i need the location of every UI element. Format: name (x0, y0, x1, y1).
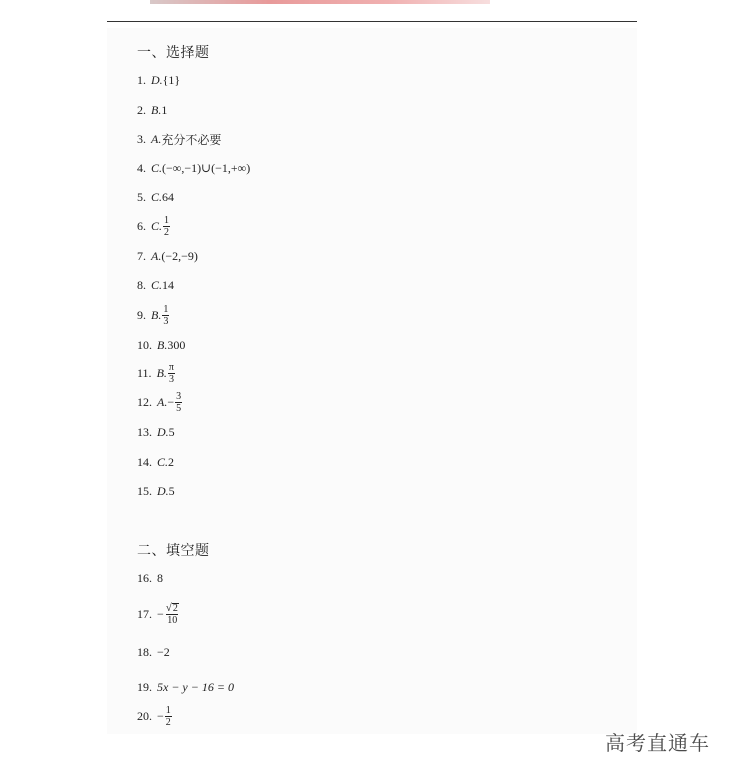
answer-item-7: 7. A. (−2,−9) (137, 248, 198, 263)
section-title-choice: 一、选择题 (137, 46, 210, 61)
answer-item-16: 16. 8 (137, 570, 163, 585)
header-title-fragment (150, 0, 490, 4)
answer-item-1: 1. D. {1} (137, 72, 181, 87)
answer-item-8: 8. C. 14 (137, 277, 175, 292)
fraction: $\frac{1}{2}$ (165, 704, 171, 728)
fraction: $\frac{1}{3}$ (163, 303, 169, 327)
answer-item-19: 19. 5x − y − 16 = 0 (137, 679, 234, 694)
header-rule (107, 21, 637, 22)
answer-item-15: 15. D. 5 (137, 483, 175, 498)
answer-item-12: 12. A. − $\frac{3}{5}$ (137, 390, 182, 414)
fraction: √ 2 10 (165, 601, 178, 626)
section-title-fill: 二、填空题 (137, 544, 210, 559)
answer-item-10: 10. B. 300 (137, 337, 186, 352)
radical-sign-icon: √ (165, 601, 172, 614)
answer-item-11: 11. B. $\frac{\pi}{3}$ (137, 361, 174, 385)
answer-item-9: 9. B. $\frac{1}{3}$ (137, 303, 169, 327)
answer-item-13: 13. D. 5 (137, 424, 175, 439)
answer-item-4: 4. C. (−∞,−1)∪(−1,+∞) (137, 160, 251, 175)
answer-item-3: 3. A. 充分不必要 (137, 131, 222, 147)
answer-item-2: 2. B. 1 (137, 102, 168, 117)
fraction: $\frac{\pi}{3}$ (168, 361, 174, 385)
answer-item-17: 17. − √ 2 10 (137, 601, 178, 626)
answer-item-6: 6. C. $\frac{1}{2}$ (137, 214, 170, 238)
answer-item-20: 20. − $\frac{1}{2}$ (137, 704, 171, 728)
answer-item-5: 5. C. 64 (137, 189, 175, 204)
watermark: 高考直通车 (605, 731, 710, 755)
fraction: $\frac{1}{2}$ (164, 214, 170, 238)
answer-item-14: 14. C. 2 (137, 454, 175, 469)
square-root: √ 2 (165, 601, 178, 614)
answer-item-18: 18. −2 (137, 644, 170, 659)
fraction: $\frac{3}{5}$ (176, 390, 182, 414)
